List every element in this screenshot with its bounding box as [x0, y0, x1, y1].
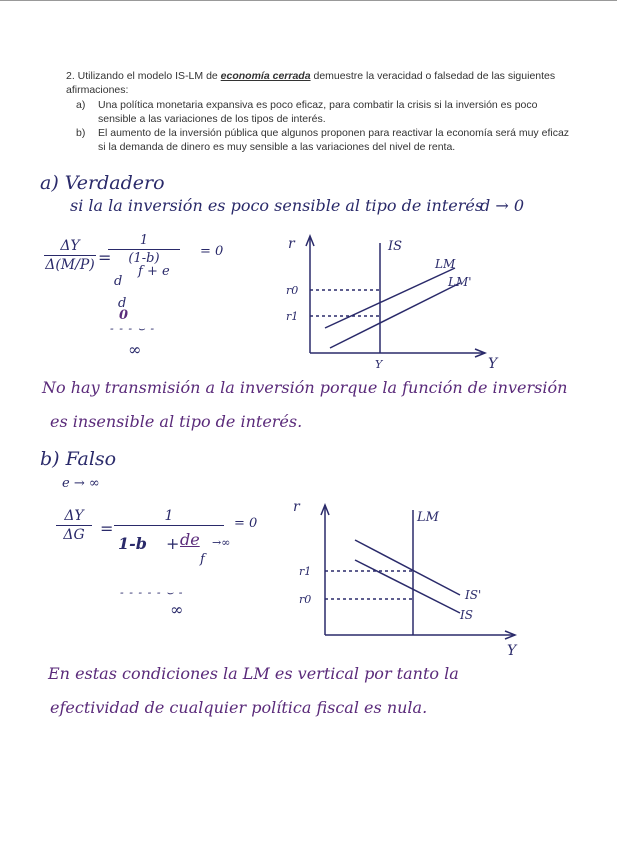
lhs-numerator: ΔY	[60, 238, 80, 254]
item-label: b)	[76, 127, 86, 139]
graph-b-is-prime-label: IS'	[465, 588, 482, 602]
graph-b-is-label: IS	[460, 608, 473, 622]
rhs-den-left: 1-b	[118, 534, 147, 553]
rhs-den-plus: +	[166, 534, 180, 553]
graph-b-x-label: Y	[507, 643, 517, 659]
item-text: El aumento de la inversión pública que algunos proponen para reactivar la economía será muy eficaz si la demanda de dinero es muy sensible a las variaciones del nivel de renta.	[98, 127, 570, 153]
answer-a-line1: si la la inversión es poco sensible al tipo de interés	[70, 196, 484, 215]
item-label: a)	[76, 99, 86, 111]
graph-b-y-label: r	[293, 499, 300, 515]
answer-a-heading: a) Verdadero	[40, 172, 165, 194]
rhs-numerator: 1	[164, 508, 174, 524]
fraction-bar	[108, 249, 180, 250]
below-zero: 0	[119, 308, 129, 323]
equals-zero: = 0	[200, 244, 224, 259]
rhs-den-d: d	[114, 274, 123, 289]
graph-a-y-label: r	[288, 236, 295, 252]
below-d: d	[118, 296, 127, 311]
answer-b-heading: b) Falso	[40, 448, 117, 470]
arrow-inf: →∞	[212, 536, 231, 549]
answer-b-conclusion-1: En estas condiciones la LM es vertical por tanto la	[48, 664, 459, 683]
answer-b-conclusion-2: efectividad de cualquier política fiscal es nula.	[50, 698, 428, 717]
infinity-b: ∞	[170, 600, 184, 619]
answer-b-e-arrow: e → ∞	[62, 476, 100, 491]
fraction-a-lhs	[44, 238, 96, 273]
graph-a	[270, 228, 510, 372]
dash-marks: - - - ⌣ -	[110, 322, 156, 335]
answer-a-d-arrow: d → 0	[480, 196, 524, 215]
fraction-bar	[44, 255, 96, 256]
rhs-den-numerator: (1-b)	[128, 251, 160, 266]
answer-a-conclusion-2: es insensible al tipo de interés.	[50, 412, 303, 431]
question-intro	[66, 70, 571, 97]
fraction-bar	[56, 525, 92, 526]
graph-a-lm-label: LM	[435, 257, 456, 271]
graph-b-lm-label: LM	[417, 510, 439, 525]
graph-a-is-label: IS	[388, 239, 403, 254]
infinity-a: ∞	[128, 340, 142, 359]
fraction-bar	[114, 525, 224, 526]
lhs-numerator: ΔY	[64, 508, 84, 524]
rhs-numerator: 1	[139, 233, 149, 248]
intro-suffix: demuestre la veracidad o falsedad de las siguientes afirmaciones:	[66, 70, 556, 96]
question-block	[66, 70, 571, 155]
lhs-denominator: Δ(M/P)	[45, 257, 95, 273]
equals-zero-b: = 0	[234, 516, 258, 531]
rhs-den-den: f	[200, 552, 205, 567]
equals-sign: =	[98, 248, 112, 267]
intro-emphasis: economía cerrada	[220, 70, 311, 82]
graph-b	[285, 495, 525, 659]
page-top-edge	[0, 0, 617, 7]
graph-a-x-label: Y	[488, 356, 498, 372]
fraction-a-rhs	[108, 233, 180, 266]
graph-a-r1: r1	[286, 310, 299, 323]
question-item-a	[66, 99, 571, 126]
graph-a-r0: r0	[286, 284, 299, 297]
rhs-den-num: de	[180, 530, 200, 549]
lhs-denominator: ΔG	[63, 527, 85, 543]
rhs-tail: f + e	[138, 264, 170, 279]
fraction-b-rhs	[114, 508, 224, 527]
equals-sign-b: =	[100, 519, 114, 538]
intro-prefix: 2. Utilizando el modelo IS-LM de	[66, 70, 221, 82]
question-item-b	[66, 127, 571, 154]
fraction-b-lhs	[56, 508, 92, 543]
answer-a-conclusion-1: No hay transmisión a la inversión porque la función de inversión	[42, 378, 568, 397]
item-text: Una política monetaria expansiva es poco eficaz, para combatir la crisis si la inversión es poco sensible a las variaciones de los tipos de interés.	[98, 99, 538, 125]
graph-b-r0: r0	[299, 593, 312, 606]
graph-b-r1: r1	[299, 565, 312, 578]
graph-a-lm-prime-label: LM'	[448, 275, 472, 289]
dash-marks-b: - - - - - ⌣ -	[120, 586, 184, 599]
graph-a-y-tick: Y	[375, 358, 383, 371]
graph-a-lm-curve	[325, 268, 455, 328]
graph-a-lm-prime-curve	[330, 283, 460, 348]
